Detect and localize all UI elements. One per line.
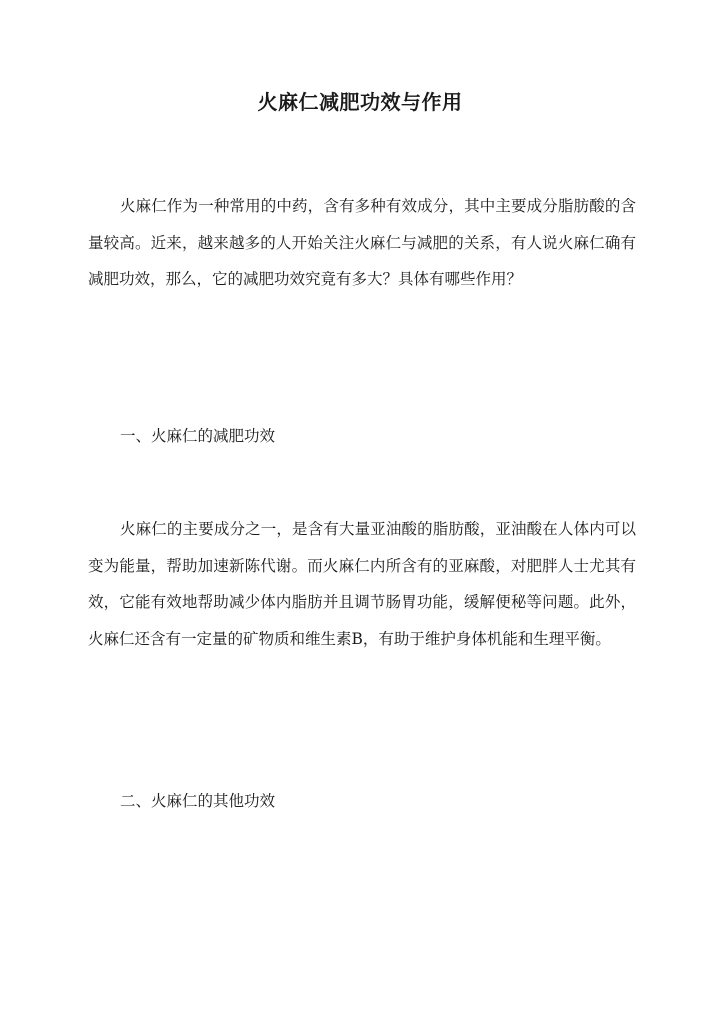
- section-heading-slimming-effects: 一、火麻仁的减肥功效: [120, 427, 276, 445]
- document-title: 火麻仁减肥功效与作用: [257, 90, 463, 114]
- section-heading-other-effects: 二、火麻仁的其他功效: [120, 792, 276, 810]
- section-paragraph-slimming-effects: 火麻仁的主要成分之一，是含有大量亚油酸的脂肪酸，亚油酸在人体内可以变为能量，帮助加速新陈代谢。而火麻仁内所含有的亚麻酸，对肥胖人士尤其有效，它能有效地帮助减少体内脂肪并且调节肠胃功能，缓解便秘等问题。此外，火麻仁还含有一定量的矿物质和维生素B，有助于维护身体机能和生理平衡。: [88, 520, 636, 648]
- intro-paragraph: 火麻仁作为一种常用的中药，含有多种有效成分，其中主要成分脂肪酸的含量较高。近来，越来越多的人开始关注火麻仁与减肥的关系，有人说火麻仁确有减肥功效，那么，它的减肥功效究竟有多大？具体有哪些作用？: [88, 197, 636, 288]
